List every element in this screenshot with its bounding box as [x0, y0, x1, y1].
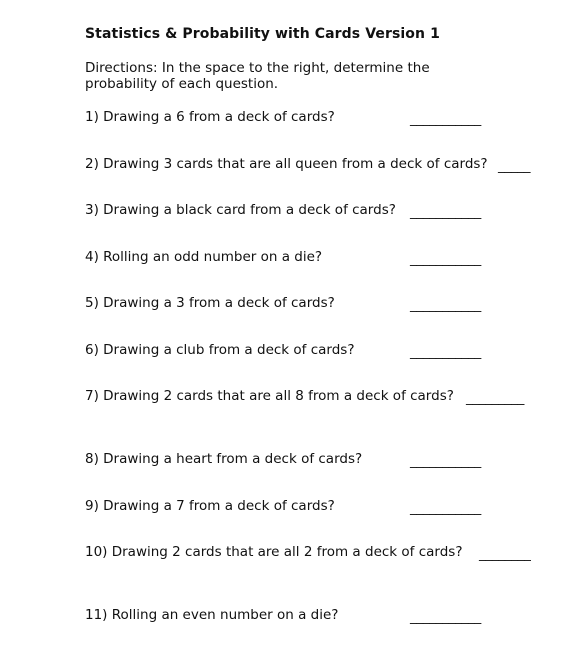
- answer-blank-8[interactable]: ___________: [410, 453, 481, 469]
- answer-blank-10[interactable]: ________: [479, 546, 531, 562]
- answer-blank-6[interactable]: ___________: [410, 344, 481, 360]
- answer-blank-2[interactable]: _____: [498, 158, 531, 174]
- directions: [85, 60, 475, 92]
- question-10: 10) Drawing 2 cards that are all 2 from a deck of cards?: [85, 544, 463, 560]
- answer-blank-1[interactable]: ___________: [410, 111, 481, 127]
- directions-line-1: Directions: In the space to the right, determine the: [85, 60, 430, 76]
- question-4: 4) Rolling an odd number on a die?: [85, 249, 323, 265]
- answer-blank-5[interactable]: ___________: [410, 297, 481, 313]
- question-1: 1) Drawing a 6 from a deck of cards?: [85, 109, 335, 125]
- page-title: Statistics & Probability with Cards Version 1: [85, 26, 440, 42]
- question-8: 8) Drawing a heart from a deck of cards?: [85, 451, 363, 467]
- answer-blank-3[interactable]: ___________: [410, 204, 481, 220]
- answer-blank-4[interactable]: ___________: [410, 251, 481, 267]
- answer-blank-7[interactable]: _________: [466, 390, 525, 406]
- question-11: 11) Rolling an even number on a die?: [85, 607, 339, 623]
- question-7: 7) Drawing 2 cards that are all 8 from a deck of cards?: [85, 388, 454, 404]
- question-9: 9) Drawing a 7 from a deck of cards?: [85, 498, 335, 514]
- question-5: 5) Drawing a 3 from a deck of cards?: [85, 295, 335, 311]
- directions-line-2: probability of each question.: [85, 76, 279, 92]
- question-3: 3) Drawing a black card from a deck of cards?: [85, 202, 396, 218]
- answer-blank-11[interactable]: ___________: [410, 609, 481, 625]
- answer-blank-9[interactable]: ___________: [410, 500, 481, 516]
- question-2: 2) Drawing 3 cards that are all queen from a deck of cards?: [85, 156, 488, 172]
- question-6: 6) Drawing a club from a deck of cards?: [85, 342, 355, 358]
